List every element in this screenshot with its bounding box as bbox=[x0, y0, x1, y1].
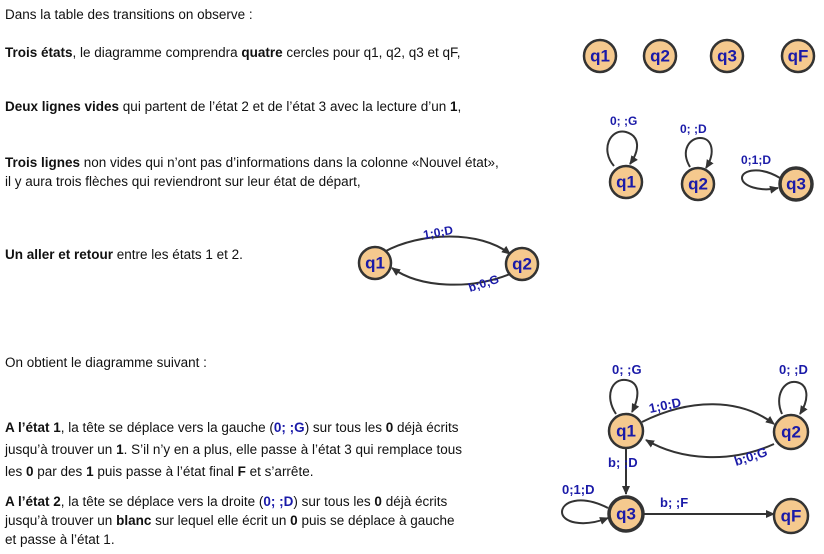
paragraph-result: On obtient le diagramme suivant : bbox=[5, 355, 207, 370]
svg-text:q1: q1 bbox=[365, 253, 385, 273]
svg-text:q3: q3 bbox=[786, 174, 806, 194]
paragraph-state1: A l’état 1, la tête se déplace vers la gauche (0; ;G) sur tous les 0 déjà écrits jusqu’à trouver un 1. S’il n’y en a plus, elle passe à l’état 3 qui remplace tous les 0 par des 1 puis passe à l’état final F et s’arrête. bbox=[5, 420, 463, 479]
state-q1-top bbox=[584, 40, 616, 72]
svg-text:q1: q1 bbox=[616, 421, 636, 441]
loop-edge-q3-final bbox=[562, 500, 608, 523]
svg-text:q2: q2 bbox=[512, 254, 532, 274]
state-q2-final bbox=[774, 415, 808, 449]
paragraph-three-lines: Trois lignes non vides qui n’ont pas d’informations dans la colonne «Nouvel état», il y aura trois flèches qui reviendront sur leur état de départ, bbox=[5, 155, 499, 189]
svg-text:q1: q1 bbox=[616, 172, 636, 192]
loop-label-q1-final: 0; ;G bbox=[612, 362, 642, 377]
svg-text:q3: q3 bbox=[717, 46, 737, 66]
state-q2-loop bbox=[682, 168, 714, 200]
state-q2-top bbox=[644, 40, 676, 72]
loop-label-q2-small: 0; ;D bbox=[680, 122, 707, 136]
edge-label-q1-q2-small: 1;0;D bbox=[422, 222, 455, 242]
loop-label-q3-small: 0;1;D bbox=[741, 153, 772, 167]
loop-edge-q2-small bbox=[686, 138, 712, 168]
svg-text:q3: q3 bbox=[616, 504, 636, 524]
edge-q1-q2-small bbox=[384, 237, 510, 255]
svg-text:qF: qF bbox=[780, 506, 802, 526]
state-q1-loop bbox=[610, 166, 642, 198]
paragraph-state2: A l’état 2, la tête se déplace vers la droite (0; ;D) sur tous les 0 déjà écrits jusqu’à trouver un blanc sur lequel elle écrit un 0 puis se déplace à gauche et passe à l’état 1. bbox=[5, 494, 455, 547]
loop-label-q3-final: 0;1;D bbox=[562, 482, 595, 497]
loop-edge-q1-final bbox=[610, 380, 637, 414]
state-q1-pair bbox=[359, 247, 391, 279]
svg-text:q2: q2 bbox=[650, 46, 670, 66]
paragraph-round-trip: Un aller et retour entre les états 1 et 2. bbox=[5, 247, 243, 262]
svg-text:qF: qF bbox=[787, 46, 809, 66]
edge-label-q1-q3-final: b; ;D bbox=[608, 455, 638, 470]
state-q2-pair bbox=[506, 248, 538, 280]
svg-text:q1: q1 bbox=[590, 46, 610, 66]
paragraph-three-states: Trois états, le diagramme comprendra quatre cercles pour q1, q2, q3 et qF, bbox=[5, 45, 461, 60]
state-qF-final bbox=[774, 499, 808, 533]
state-qF-top bbox=[782, 40, 814, 72]
state-q1-final bbox=[609, 414, 643, 448]
svg-text:q2: q2 bbox=[688, 174, 708, 194]
loop-edge-q1-small bbox=[607, 132, 637, 166]
loop-label-q1-small: 0; ;G bbox=[610, 114, 638, 128]
edge-label-q2-q1-small: b;0;G bbox=[466, 271, 501, 295]
edge-label-q1-q2-final: 1;0;D bbox=[647, 394, 683, 416]
loop-edge-q3-small bbox=[742, 170, 780, 189]
loop-label-q2-final: 0; ;D bbox=[779, 362, 808, 377]
paragraph-empty-lines: Deux lignes vides qui partent de l’état 2 et de l’état 3 avec la lecture d’un 1, bbox=[5, 99, 462, 114]
intro-text: Dans la table des transitions on observe : bbox=[5, 7, 253, 22]
edge-label-q3-qF-final: b; ;F bbox=[660, 495, 689, 510]
state-q3-top bbox=[711, 40, 743, 72]
state-q3-loop bbox=[780, 168, 812, 200]
edge-label-q2-q1-final: b;0;G bbox=[732, 444, 770, 469]
svg-text:q2: q2 bbox=[781, 422, 801, 442]
state-q3-final bbox=[609, 497, 643, 531]
loop-edge-q2-final bbox=[779, 382, 806, 414]
